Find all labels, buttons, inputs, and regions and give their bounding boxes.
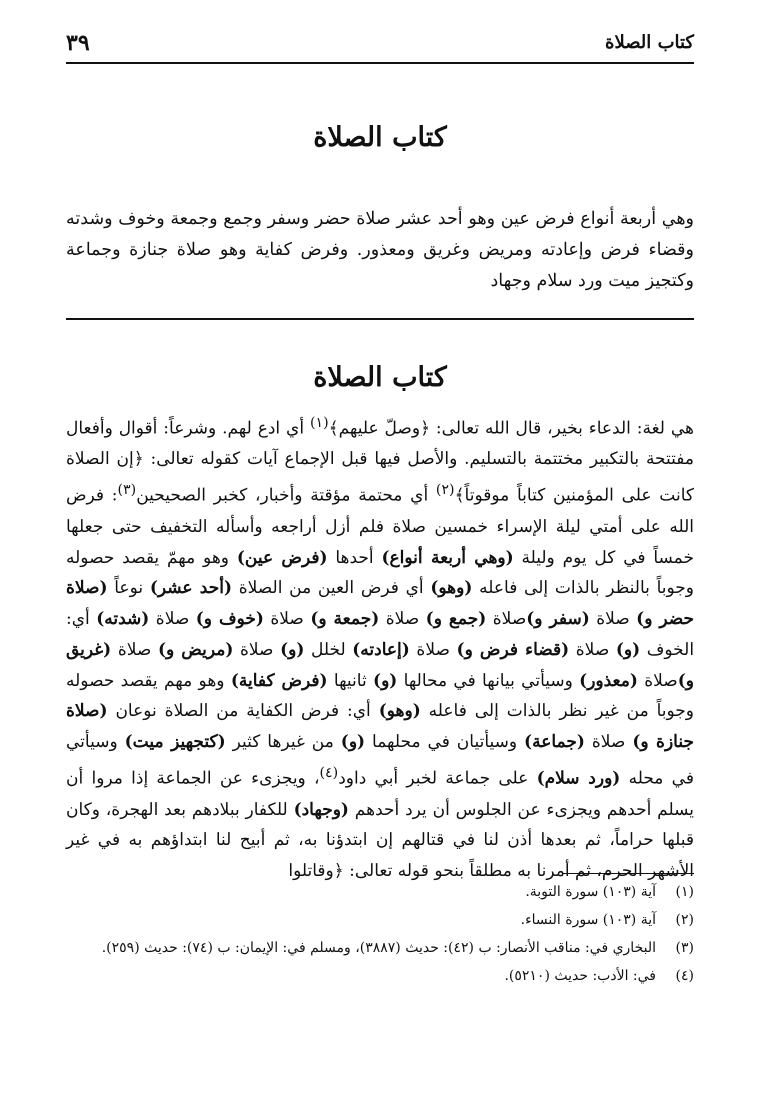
footnotes xyxy=(66,880,694,992)
matn-quote: (جمعة و) xyxy=(310,609,380,630)
footnote-text: آية (١٠٣) سورة التوبة. xyxy=(525,884,656,900)
matn-quote: (جماعة) xyxy=(524,732,585,753)
matn-text: وهي أربعة أنواع فرض عين وهو أحد عشر صلاة حضر وسفر وجمع وجمعة وخوف وشدته وقضاء فرض وإعادته ومريض وغريق ومعذور. وفرض كفاية وهو صلاة جنازة وجماعة وكتجيز ميت ورد سلام وجهاد xyxy=(66,209,694,291)
matn-quote: (و) xyxy=(280,639,305,660)
commentary-run: وهو مهمّ يقصد حصوله وجوباً بالنظر بالذات إلى فاعله xyxy=(66,547,694,599)
footnote-text: في: الأدب: حديث (٥٢١٠). xyxy=(504,968,656,984)
commentary-run: وهو مهم يقصد حصوله وجوباً من غير نظر بالذات إلى فاعله xyxy=(66,670,695,722)
commentary-run: صلاة xyxy=(263,609,311,630)
commentary-run: صلاة xyxy=(149,609,196,630)
commentary-run: أي: الخوف xyxy=(66,609,695,660)
matn-quote: (معذور) xyxy=(579,670,638,691)
matn-quote: (سفر و) xyxy=(526,609,590,630)
commentary-run: صلاة xyxy=(409,639,457,660)
commentary-run: من غيرها كثير xyxy=(225,732,341,753)
footnote-item xyxy=(66,964,694,989)
running-head xyxy=(66,30,694,64)
running-head-title: كتاب الصلاة xyxy=(605,32,694,53)
footnote-item xyxy=(66,936,694,961)
commentary-text xyxy=(66,408,694,887)
commentary-run: وسيأتيان في محلهما xyxy=(365,732,525,753)
matn-quote: (وهو) xyxy=(430,578,473,599)
matn-quote: (فرض كفاية) xyxy=(230,670,328,691)
matn-quote: (إعادته) xyxy=(352,639,410,660)
commentary-run: أحدها xyxy=(327,547,382,568)
commentary-run: على جماعة لخبر أبي داود xyxy=(338,768,537,789)
matn-quote: (شدته) xyxy=(96,609,150,630)
matn-quote: (و) xyxy=(615,639,641,660)
matn-quote: (و) xyxy=(373,670,398,691)
page-number: ٣٩ xyxy=(66,30,90,56)
matn-quote: (غريق و) xyxy=(66,639,694,691)
footnote-number: (٢) xyxy=(675,912,694,928)
commentary-run: صلاة xyxy=(379,609,426,630)
commentary-run: صلاة xyxy=(584,732,633,753)
commentary-run: وسيأتي في محله xyxy=(66,732,694,789)
commentary-run: صلاة xyxy=(233,639,281,660)
footnote-rule xyxy=(562,873,694,874)
footnote-ref: (٢) xyxy=(435,482,455,499)
matn-quote: (خوف و) xyxy=(195,609,264,630)
commentary-run: وسيأتي بيانها في محالها xyxy=(397,670,580,691)
matn-quote: (صلاة جنازة و) xyxy=(66,701,694,753)
matn-quote: (ورد سلام) xyxy=(536,768,621,789)
matn-quote: (أحد عشر) xyxy=(149,578,232,599)
commentary-run: هي لغة: الدعاء بخير، قال الله تعالى: ﴿وصلّ عليهم﴾ xyxy=(328,418,694,439)
matn-quote: (وهي أربعة أنواع) xyxy=(381,547,514,568)
header-rule xyxy=(66,62,694,64)
commentary-run: ، ويجزىء عن الجماعة إذا مروا أن يسلم أحدهم ويجزىء عن الجلوس أن يرد أحدهم xyxy=(66,768,695,820)
commentary-run: صلاة xyxy=(637,670,678,691)
footnote-text: البخاري في: مناقب الأنصار: ب (٤٢): حديث (٣٨٨٧)، ومسلم في: الإيمان: ب (٧٤): حديث (٢٥٩). xyxy=(101,940,656,956)
commentary-run: صلاة xyxy=(486,609,527,630)
commentary-run: لخلل xyxy=(304,639,353,660)
commentary-run: نوعاً xyxy=(107,578,150,599)
matn-quote: (جمع و) xyxy=(425,609,487,630)
matn-quote: (وجهاد) xyxy=(293,799,349,820)
footnote-ref: (٤) xyxy=(319,765,339,782)
footnote-ref: (١) xyxy=(309,415,329,431)
section-divider xyxy=(66,318,694,320)
commentary-run: صلاة xyxy=(589,609,637,630)
commentary-run: أي ادع لهم. وشرعاً: أقوال وأفعال مفتتحة بالتكبير مختتمة بالتسليم. والأصل فيها قبل الإجماع آيات كقوله تعالى: ﴿إن الصلاة كانت على المؤمنين كتاباً موقوتاً﴾ xyxy=(66,418,694,506)
matn-quote: (كتجهيز ميت) xyxy=(124,732,226,753)
commentary-run: ثانيها xyxy=(327,670,374,691)
commentary-run: للكفار ببلادهم بعد الهجرة، وكان قبلها حراماً، ثم بعدها أذن لنا في قتالهم إن ابتدؤنا به، ثم أبيح لنا ابتداؤهم به في غير الأشهر الحرم، ثم أمرنا به مطلقاً بنحو قوله تعالى: ﴿وقاتلوا xyxy=(66,799,694,882)
matn-quote: (صلاة حضر و) xyxy=(66,578,695,630)
footnote-item xyxy=(66,880,694,905)
commentary-run: : فرض الله على أمتي ليلة الإسراء خمسين صلاة فلم أزل أراجعه وأسأله التخفيف حتى جعلها خمساً في كل يوم وليلة xyxy=(66,485,695,568)
commentary-run: صلاة xyxy=(111,639,158,660)
commentary-run: أي محتمة مؤقتة وأخبار، كخبر الصحيحين xyxy=(136,485,436,506)
matn-quote: (مريض و) xyxy=(157,639,234,660)
commentary-heading: كتاب الصلاة xyxy=(313,362,447,393)
commentary-run: صلاة xyxy=(569,639,616,660)
matn-quote: (فرض عين) xyxy=(236,547,328,568)
footnote-text: آية (١٠٣) سورة النساء. xyxy=(520,912,656,928)
matn-quote: (قضاء فرض و) xyxy=(456,639,570,660)
chapter-heading: كتاب الصلاة xyxy=(313,122,447,153)
commentary-run: أي: فرض الكفاية من الصلاة نوعان xyxy=(107,701,379,722)
footnote-number: (٤) xyxy=(675,968,694,984)
footnote-number: (١) xyxy=(675,884,694,900)
matn-quote: (و) xyxy=(340,732,366,753)
footnote-number: (٣) xyxy=(675,940,694,956)
footnote-item xyxy=(66,908,694,933)
matn-quote: (وهو) xyxy=(378,701,421,722)
footnote-ref: (٣) xyxy=(117,482,137,499)
commentary-run: أي فرض العين من الصلاة xyxy=(232,578,431,599)
